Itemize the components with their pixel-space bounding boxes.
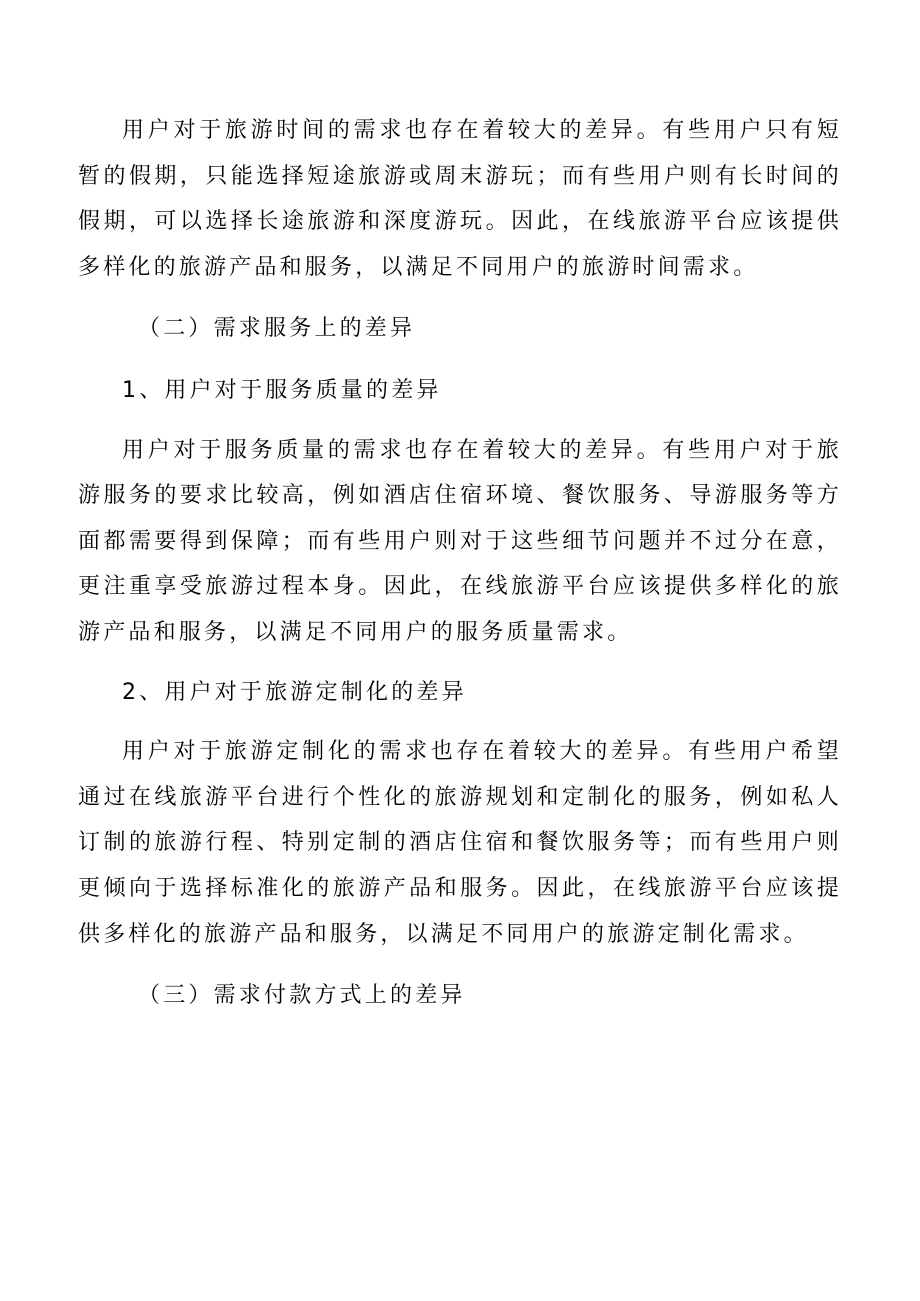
paragraph-travel-time-demand: 用户对于旅游时间的需求也存在着较大的差异。有些用户只有短暂的假期，只能选择短途旅游或周末游玩；而有些用户则有长时间的假期，可以选择长途旅游和深度游玩。因此，在线旅游平台应该提供多样化的旅游产品和服务，以满足不同用户的旅游时间需求。 (78, 118, 842, 280)
paragraph-service-quality-demand: 用户对于服务质量的需求也存在着较大的差异。有些用户对于旅游服务的要求比较高，例如酒店住宿环境、餐饮服务、导游服务等方面都需要得到保障；而有些用户则对于这些细节问题并不过分在意，更注重享受旅游过程本身。因此，在线旅游平台应该提供多样化的旅游产品和服务，以满足不同用户的服务质量需求。 (78, 437, 842, 645)
item-heading-customization: 2、用户对于旅游定制化的差异 (122, 679, 467, 705)
item-heading-service-quality: 1、用户对于服务质量的差异 (122, 377, 442, 403)
paragraph-customization-demand: 用户对于旅游定制化的需求也存在着较大的差异。有些用户希望通过在线旅游平台进行个性化的旅游规划和定制化的服务，例如私人订制的旅游行程、特别定制的酒店住宿和餐饮服务等；而有些用户则更倾向于选择标准化的旅游产品和服务。因此，在线旅游平台应该提供多样化的旅游产品和服务，以满足不同用户的旅游定制化需求。 (78, 739, 842, 947)
section-heading-payment-demand: （三）需求付款方式上的差异 (138, 983, 466, 1009)
document-page (78, 108, 842, 1019)
section-heading-service-demand: （二）需求服务上的差异 (138, 316, 416, 342)
